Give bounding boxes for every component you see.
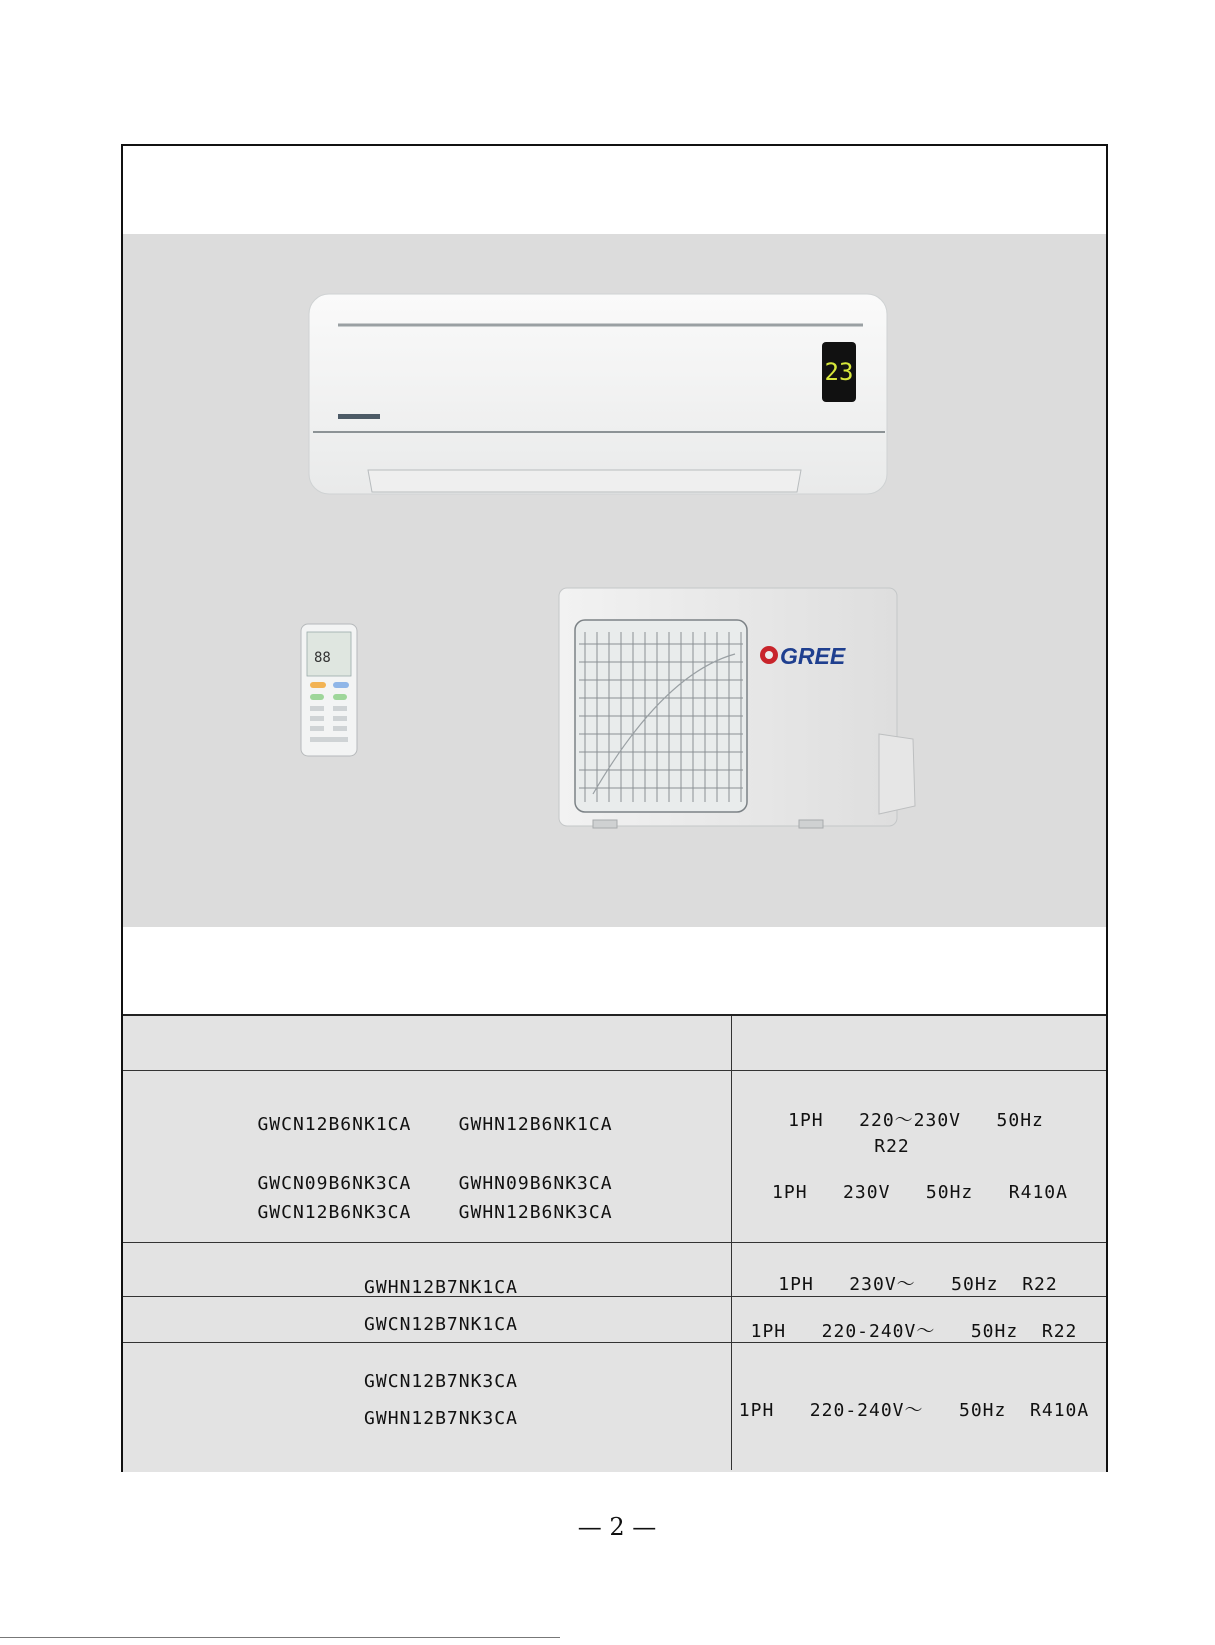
svg-text:88: 88 <box>314 650 331 666</box>
power-cell: 1PH 220-240V～ 50Hz R22 <box>750 1321 1078 1342</box>
spec-table <box>123 1014 1106 1472</box>
power-cell: 1PH 220-240V～ 50Hz R410A <box>738 1400 1090 1421</box>
page-number: — 2 — <box>577 1513 657 1541</box>
table-rule <box>123 1296 1106 1297</box>
display-digits: 23 <box>824 358 854 386</box>
power-cell: 1PH 230V 50Hz R410A <box>772 1182 1068 1203</box>
content-frame <box>121 144 1108 1472</box>
model-cell: GWHN12B7NK1CA <box>364 1277 518 1298</box>
brand-badge <box>338 414 380 419</box>
power-cell: 1PH 220～230V 50Hz <box>788 1110 1044 1131</box>
table-rule <box>123 1070 1106 1071</box>
outdoor-unit <box>559 588 915 828</box>
table-rule <box>123 1242 1106 1243</box>
air-conditioner-illustration <box>123 234 1106 927</box>
power-cell: R22 <box>874 1136 910 1157</box>
model-cell: GWCN12B6NK3CA GWHN12B6NK3CA <box>257 1202 613 1223</box>
bottom-rule <box>0 1637 560 1638</box>
remote-control <box>301 624 357 756</box>
product-photo <box>123 234 1106 927</box>
model-cell: GWCN09B6NK3CA GWHN09B6NK3CA <box>257 1173 613 1194</box>
indoor-unit <box>309 294 887 494</box>
gree-logo: GREE <box>780 643 846 669</box>
model-cell: GWCN12B6NK1CA GWHN12B6NK1CA <box>257 1114 613 1135</box>
column-divider <box>731 1016 732 1470</box>
model-cell: GWCN12B7NK3CA <box>364 1371 518 1392</box>
power-cell: 1PH 230V～ 50Hz R22 <box>778 1274 1058 1295</box>
model-cell: GWHN12B7NK3CA <box>364 1408 518 1429</box>
model-cell: GWCN12B7NK1CA <box>364 1314 518 1335</box>
